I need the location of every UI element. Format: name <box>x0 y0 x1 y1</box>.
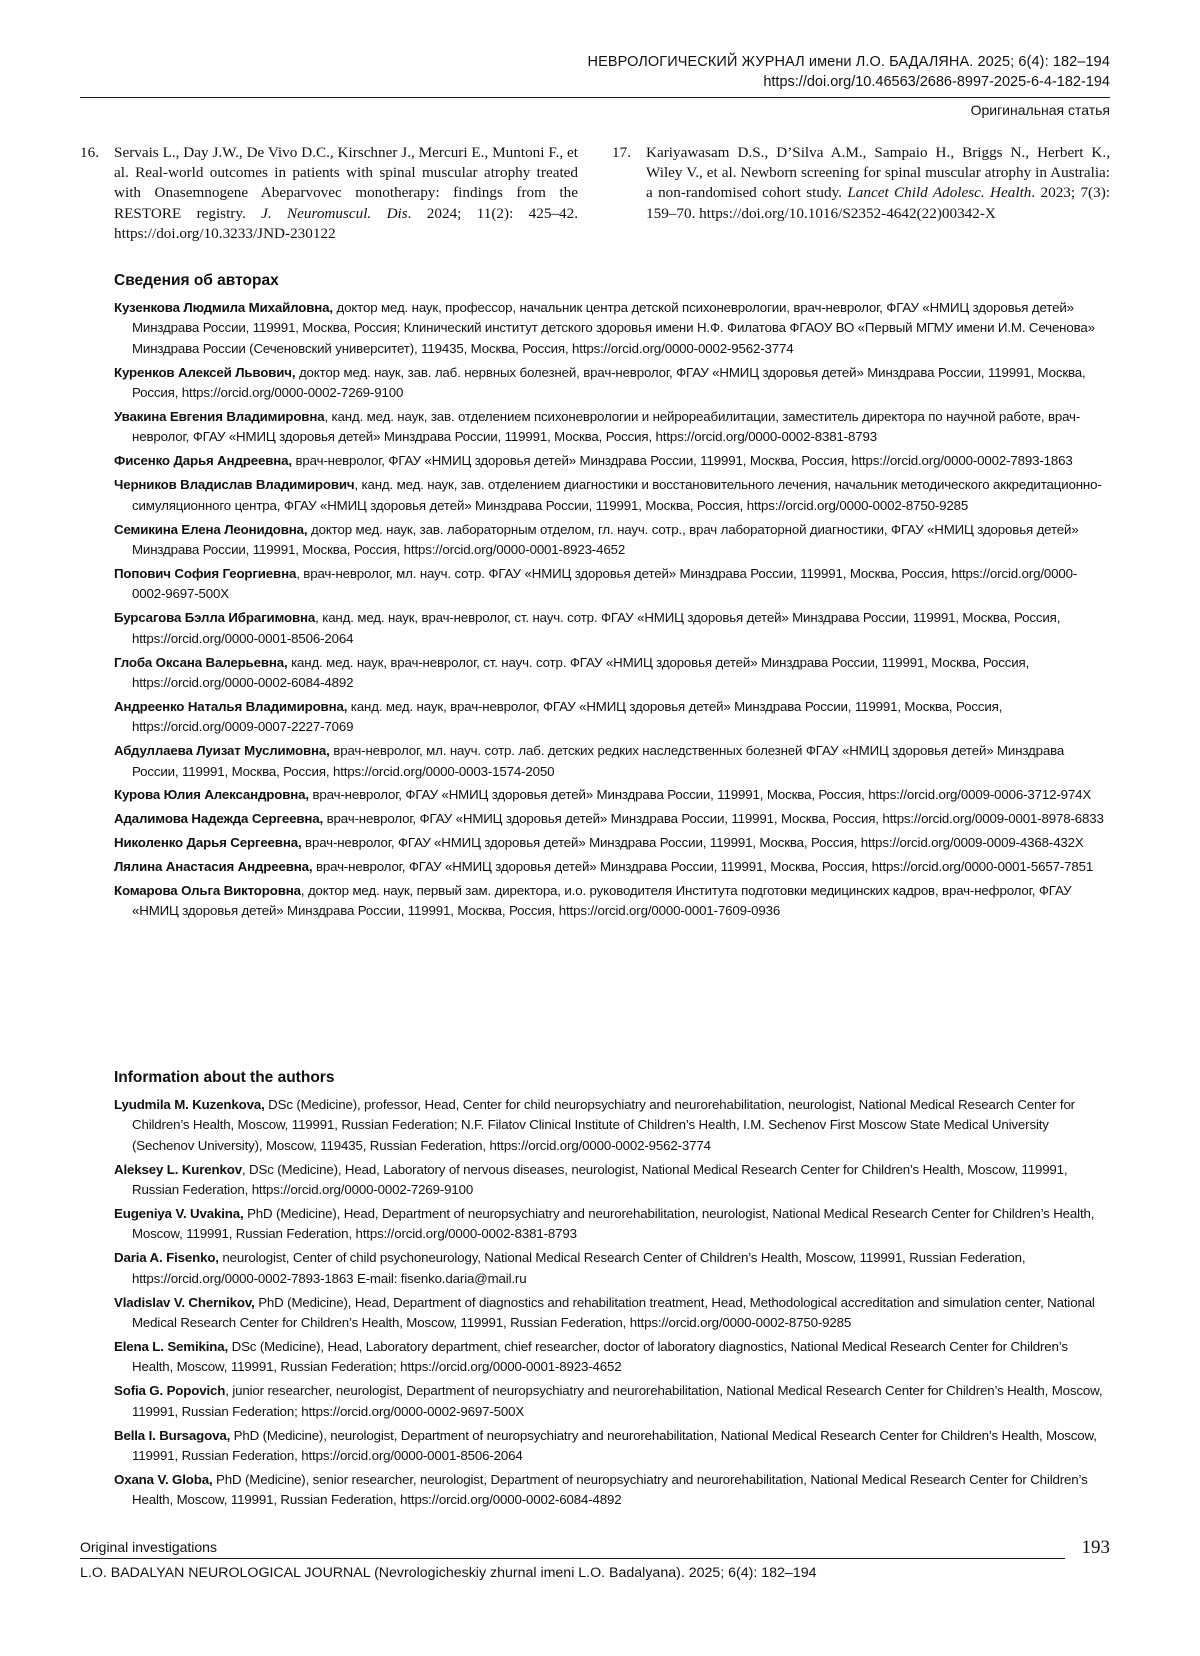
author-entry <box>114 298 1110 359</box>
footer-journal-title: L.O. BADALYAN NEUROLOGICAL JOURNAL (Nevrologicheskiy zhurnal imeni L.O. Badalyana). 2025; 6(4): 182–194 <box>80 1565 817 1581</box>
author-details: врач-невролог, ФГАУ «НМИЦ здоровья детей» Минздрава России, 119991, Москва, Россия, https://orcid.org/0009-0009-4368-432X <box>301 835 1084 851</box>
author-name: Daria A. Fisenko, <box>114 1250 219 1266</box>
author-entry <box>114 1470 1110 1511</box>
reference-text <box>114 143 578 244</box>
author-name: Lyudmila M. Kuzenkova, <box>114 1097 265 1112</box>
author-entry <box>114 785 1110 805</box>
reference-details: . 2023; 7(3): 159–70. https://doi.org/10.1016/S2352-4642(22)00342-X <box>646 184 1110 222</box>
author-details: , junior researcher, neurologist, Department of neuropsychiatry and neurorehabilitation, National Medical Research Center for Children’s Health, Moscow, 119991, Russian Federation; https://orcid.org/0000-0002-9697-500X <box>132 1383 1103 1419</box>
author-entry <box>114 520 1110 561</box>
author-name: Sofia G. Popovich <box>114 1383 226 1399</box>
authors-info-ru <box>114 270 1110 925</box>
author-name: Попович София Георгиевна <box>114 565 297 581</box>
author-name: Кузенкова Людмила Михайловна, <box>114 300 333 315</box>
author-entry <box>114 1160 1110 1201</box>
author-entry <box>114 833 1110 853</box>
author-details: , канд. мед. наук, зав. отделением диагностики и восстановительного лечения, начальник методического аккредитационно-симуляционного центра, ФГАУ «НМИЦ здоровья детей» Минздрава России, 119991, Москва, Россия, https://orcid.org/0000-0002-8750-9285 <box>132 477 1102 513</box>
author-name: Николенко Дарья Сергеевна, <box>114 835 302 851</box>
author-details: , доктор мед. наук, первый зам. директора, и.о. руководителя Института подготовки медицинских кадров, врач-нефролог, ФГАУ «НМИЦ здоровья детей» Минздрава России, 119991, Москва, Россия, https://orcid.org/0000-0001-7609-0936 <box>132 883 1072 919</box>
author-details: PhD (Medicine), senior researcher, neurologist, Department of neuropsychiatry and neurorehabilitation, National Medical Research Center for Children’s Health, Moscow, 119991, Russian Federation, https://orcid.org/0000-0002-6084-4892 <box>132 1471 1088 1508</box>
reference-details: . 2024; 11(2): 425–42. https://doi.org/10.3233/JND-230122 <box>114 204 578 242</box>
author-name: Куренков Алексей Львович, <box>114 364 296 380</box>
author-name: Курова Юлия Александровна, <box>114 787 309 803</box>
author-name: Лялина Анастасия Андреевна, <box>114 859 313 875</box>
author-entry <box>114 564 1110 605</box>
author-details: врач-невролог, ФГАУ «НМИЦ здоровья детей» Минздрава России, 119991, Москва, Россия, https://orcid.org/0000-0002-7893-1863 <box>291 453 1073 469</box>
author-name: Eugeniya V. Uvakina, <box>114 1206 244 1222</box>
author-details: врач-невролог, ФГАУ «НМИЦ здоровья детей» Минздрава России, 119991, Москва, Россия, https://orcid.org/0009-0001-8978-6833 <box>323 811 1104 827</box>
author-details: доктор мед. наук, зав. лабораторным отделом, гл. науч. сотр., врач лабораторной диагностики, ФГАУ «НМИЦ здоровья детей» Минздрава России, 119991, Москва, Россия, https://orcid.org/0000-0001-8923-4652 <box>132 521 1079 557</box>
author-details: доктор мед. наук, зав. лаб. нервных болезней, врач-невролог, ФГАУ «НМИЦ здоровья детей» Минздрава России, 119991, Москва, Россия, https://orcid.org/0000-0002-7269-9100 <box>132 364 1086 401</box>
author-name: Андреенко Наталья Владимировна, <box>114 698 348 714</box>
journal-title: НЕВРОЛОГИЧЕСКИЙ ЖУРНАЛ имени Л.О. БАДАЛЯНА. 2025; 6(4): 182–194 <box>587 54 1110 70</box>
author-entry <box>114 1204 1110 1245</box>
author-details: врач-невролог, мл. науч. сотр. лаб. детских редких наследственных болезней ФГАУ «НМИЦ здоровья детей» Минздрава России, 119991, Москва, Россия, https://orcid.org/0000-0003-1574-2050 <box>132 743 1065 779</box>
reference-journal: Lancet Child Adolesc. Health <box>847 184 1032 202</box>
section-title: Сведения об авторах <box>114 272 279 289</box>
author-details: , врач-невролог, мл. науч. сотр. ФГАУ «НМИЦ здоровья детей» Минздрава России, 119991, Москва, Россия, https://orcid.org/0000-0002-9697-500X <box>132 565 1078 602</box>
author-list <box>114 1095 1110 1511</box>
author-details: врач-невролог, ФГАУ «НМИЦ здоровья детей» Минздрава России, 119991, Москва, Россия, https://orcid.org/0009-0006-3712-974X <box>308 787 1092 803</box>
author-name: Oxana V. Globa, <box>114 1471 213 1487</box>
author-entry <box>114 1248 1110 1289</box>
author-name: Бурсагова Бэлла Ибрагимовна <box>114 610 316 626</box>
author-name: Bella I. Bursagova, <box>114 1427 231 1443</box>
author-entry <box>114 741 1110 782</box>
author-details: канд. мед. наук, врач-невролог, ФГАУ «НМИЦ здоровья детей» Минздрава России, 119991, Москва, Россия, https://orcid.org/0009-0007-2227-7069 <box>132 698 1003 735</box>
author-entry <box>114 451 1110 471</box>
author-entry <box>114 1095 1110 1156</box>
author-entry <box>114 363 1110 404</box>
author-entry <box>114 1337 1110 1378</box>
author-entry <box>114 407 1110 448</box>
reference-number: 17. <box>612 144 631 161</box>
author-details: DSc (Medicine), Head, Laboratory department, chief researcher, doctor of laboratory diagnostics, National Medical Research Center for Children’s Health, Moscow, 119991, Russian Federation; https://orcid.org/0000-0001-8923-4652 <box>132 1338 1068 1375</box>
author-details: PhD (Medicine), neurologist, Department of neuropsychiatry and neurorehabilitation, National Medical Research Center for Children’s Health, Moscow, 119991, Russian Federation, https://orcid.org/0000-0001-8506-2064 <box>132 1427 1097 1463</box>
author-entry <box>114 857 1110 877</box>
author-details: PhD (Medicine), Head, Department of neuropsychiatry and neurorehabilitation, neurologist, National Medical Research Center for Children’s Health, Moscow, 119991, Russian Federation, https://orcid.org/0000-0002-8381-8793 <box>132 1206 1095 1242</box>
footer-divider <box>80 1558 1065 1559</box>
reference-journal: J. Neuromuscul. Dis <box>261 204 408 222</box>
author-name: Elena L. Semikina, <box>114 1338 229 1354</box>
author-entry <box>114 608 1110 649</box>
author-entry <box>114 475 1110 516</box>
author-name: Vladislav V. Chernikov, <box>114 1294 255 1310</box>
article-type: Оригинальная статья <box>970 102 1110 118</box>
author-details: канд. мед. наук, врач-невролог, ст. науч. сотр. ФГАУ «НМИЦ здоровья детей» Минздрава России, 119991, Москва, Россия, https://orcid.org/0000-0002-6084-4892 <box>132 654 1030 690</box>
reference-item <box>80 143 578 244</box>
page-number: 193 <box>1081 1537 1110 1558</box>
author-details: , DSc (Medicine), Head, Laboratory of nervous diseases, neurologist, National Medical Research Center for Children’s Health, Moscow, 119991, Russian Federation, https://orcid.org/0000-0002-7269-9100 <box>132 1161 1068 1198</box>
author-details: врач-невролог, ФГАУ «НМИЦ здоровья детей» Минздрава России, 119991, Москва, Россия, https://orcid.org/0000-0001-5657-7851 <box>312 859 1094 875</box>
author-details: DSc (Medicine), professor, Head, Center for child neuropsychiatry and neurorehabilitation, neurologist, National Medical Research Center for Children’s Health, Moscow, 119991, Russian Federation; N.F. Filatov Clinical Institute of Children’s Health, I.M. Sechenov First Moscow State Medical University (Sechenov University), Moscow, 119435, Russian Federation, https://orcid.org/0000-0002-9562-3774 <box>132 1097 1075 1153</box>
author-name: Абдуллаева Луизат Муслимовна, <box>114 743 330 759</box>
author-list <box>114 298 1110 922</box>
author-entry <box>114 1426 1110 1467</box>
author-details: , канд. мед. наук, врач-невролог, ст. науч. сотр. ФГАУ «НМИЦ здоровья детей» Минздрава России, 119991, Москва, Россия, https://orcid.org/0000-0001-8506-2064 <box>132 610 1061 646</box>
doi-link[interactable]: https://doi.org/10.46563/2686-8997-2025-6-4-182-194 <box>763 74 1110 90</box>
reference-text <box>646 143 1110 224</box>
author-details: PhD (Medicine), Head, Department of diagnostics and rehabilitation treatment, Head, Methodological accreditation and simulation center, National Medical Research Center for Children’s Health, Moscow, 119991, Russian Federation, https://orcid.org/0000-0002-8750-9285 <box>132 1294 1095 1331</box>
running-header <box>588 52 1110 92</box>
header-divider <box>80 97 1110 98</box>
author-details: доктор мед. наук, профессор, начальник центра детской психоневрологии, врач-невролог, ФГАУ «НМИЦ здоровья детей» Минздрава России, 119991, Москва, Россия; Клинический институт детского здоровья имени Н.Ф. Филатова ФГАОУ ВО «Первый МГМУ имени И.М. Сеченова» Минздрава России (Сеченовский университет), 119435, Москва, Россия, https://orcid.org/0000-0002-9562-3774 <box>132 300 1095 356</box>
author-entry <box>114 1293 1110 1334</box>
author-name: Комарова Ольга Викторовна <box>114 883 301 899</box>
reference-number: 16. <box>80 144 99 161</box>
author-entry <box>114 881 1110 922</box>
author-name: Фисенко Дарья Андреевна, <box>114 453 292 469</box>
author-name: Aleksey L. Kurenkov <box>114 1161 242 1177</box>
author-details: , канд. мед. наук, зав. отделением психоневрологии и нейрореабилитации, заместитель директора по научной работе, врач-невролог, ФГАУ «НМИЦ здоровья детей» Минздрава России, 119991, Москва, Россия, https://orcid.org/0000-0002-8381-8793 <box>132 409 1081 445</box>
author-name: Семикина Елена Леонидовна, <box>114 521 308 537</box>
author-name: Глоба Оксана Валерьевна, <box>114 654 288 670</box>
reference-authors-title: Kariyawasam D.S., D’Silva A.M., Sampaio H., Briggs N., Herbert K., Wiley V., et al. Newborn screening for spinal muscular atrophy in Australia: a non-randomised cohort study. <box>646 144 1110 202</box>
author-entry <box>114 809 1110 829</box>
author-entry <box>114 653 1110 694</box>
author-name: Адалимова Надежда Сергеевна, <box>114 811 324 827</box>
author-entry <box>114 697 1110 738</box>
reference-item <box>612 143 1110 224</box>
author-entry <box>114 1381 1110 1422</box>
footer-section-label: Original investigations <box>80 1539 217 1555</box>
section-title: Information about the authors <box>114 1069 335 1086</box>
authors-info-en <box>114 1067 1110 1514</box>
author-details: neurologist, Center of child psychoneurology, National Medical Research Center of Children’s Health, Moscow, 119991, Russian Federation, https://orcid.org/0000-0002-7893-1863 E-mail: fisenko.daria@mail.ru <box>132 1250 1026 1286</box>
reference-authors-title: Servais L., Day J.W., De Vivo D.C., Kirschner J., Mercuri E., Muntoni F., et al. Real-world outcomes in patients with spinal muscular atrophy treated with Onasemnogene Abeparvovec monotherapy: findings from the RESTORE registry. <box>114 144 578 222</box>
author-name: Черников Владислав Владимирович <box>114 477 355 493</box>
author-name: Увакина Евгения Владимировна <box>114 409 325 425</box>
